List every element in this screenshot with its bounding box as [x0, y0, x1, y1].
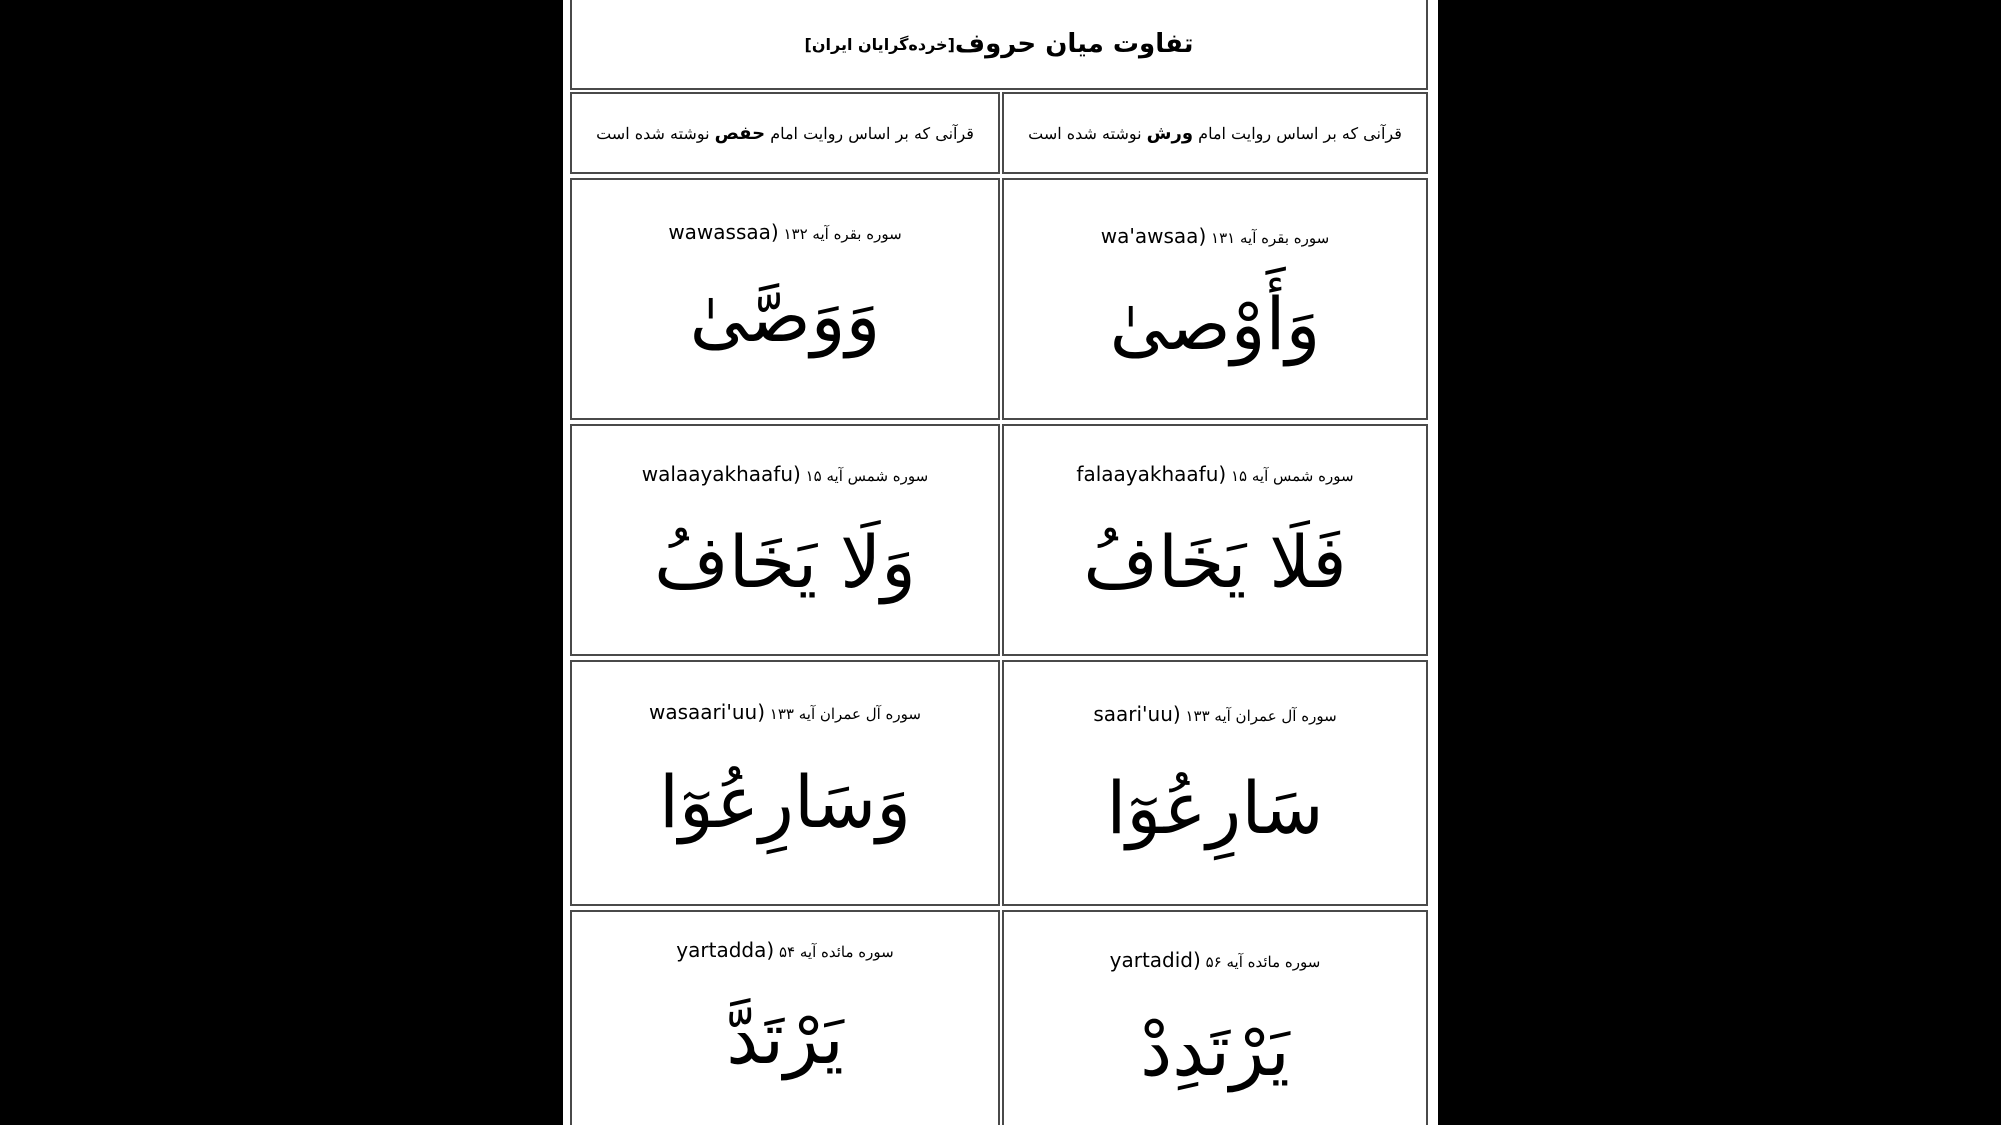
cell-warsh-3	[1002, 660, 1428, 906]
page-subtitle: [خرده‌گرایان ایران]	[804, 34, 955, 54]
cell-warsh-1	[1002, 178, 1428, 420]
verse-reference: سوره بقره آیه ۱۳۲ (wawassaa	[668, 220, 902, 244]
header-hafs	[570, 92, 1000, 174]
cell-hafs-2	[570, 424, 1000, 656]
document-page	[563, 0, 1438, 1125]
title-cell	[570, 0, 1428, 90]
verse-reference: سوره مائده آیه ۵۶ (yartadid	[1109, 948, 1321, 972]
verse-reference: سوره شمس آیه ۱۵ (walaayakhaafu	[641, 462, 929, 486]
arabic-word: وَأَوْصىٰ	[1109, 282, 1321, 366]
verse-reference: سوره آل عمران آیه ۱۳۳ (saari'uu	[1093, 702, 1337, 726]
cell-warsh-4	[1002, 910, 1428, 1125]
header-warsh-name: ورش	[1146, 122, 1194, 144]
arabic-word: وَسَارِعُوٓا	[659, 760, 911, 844]
arabic-word: فَلَا يَخَافُ	[1083, 520, 1347, 604]
arabic-word: وَوَصَّىٰ	[689, 274, 881, 358]
header-warsh-prefix: قرآنی که بر اساس روایت امام	[1198, 123, 1402, 143]
header-hafs-suffix: نوشته شده است	[596, 123, 710, 143]
arabic-word: سَارِعُوٓا	[1106, 766, 1324, 850]
header-hafs-name: حفص	[714, 122, 766, 144]
cell-warsh-2	[1002, 424, 1428, 656]
arabic-word: يَرْتَدَّ	[726, 996, 844, 1080]
cell-hafs-3	[570, 660, 1000, 906]
arabic-word: وَلَا يَخَافُ	[654, 520, 916, 604]
verse-reference: سوره شمس آیه ۱۵ (falaayakhaafu	[1076, 462, 1354, 486]
cell-hafs-4	[570, 910, 1000, 1125]
page-title: تفاوت میان حروف	[954, 29, 1194, 59]
verse-reference: سوره بقره آیه ۱۳۱ (wa'awsaa	[1100, 224, 1330, 248]
header-warsh	[1002, 92, 1428, 174]
arabic-word: يَرْتَدِدْ	[1140, 1008, 1290, 1092]
header-hafs-prefix: قرآنی که بر اساس روایت امام	[770, 123, 974, 143]
verse-reference: سوره آل عمران آیه ۱۳۳ (wasaari'uu	[649, 700, 921, 724]
verse-reference: سوره مائده آیه ۵۴ (yartadda	[676, 938, 894, 962]
header-warsh-suffix: نوشته شده است	[1028, 123, 1142, 143]
cell-hafs-1	[570, 178, 1000, 420]
